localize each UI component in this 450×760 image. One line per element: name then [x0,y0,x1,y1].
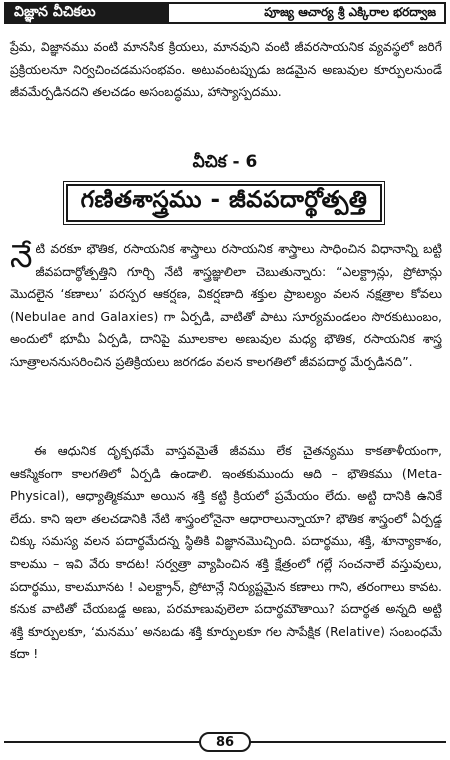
section-label: వీచిక - 6 [192,152,258,172]
intro-paragraph: ప్రేమ, విజ్ఞానము వంటి మానసిక క్రియలు, మానవుని వంటి జీవరసాయనిక వ్యవస్థలో జరిగే ప్రక్రియలనూ నిర్వచించడమసంభవం. అటువంటప్పుడు జడమైన అణువుల కూర్పులనుండే జీవమేర్పడినదని తలచడం అసంబద్ధము, హాస్యాస్పదము. [10,39,442,100]
author-name: పూజ్య ఆచార్య శ్రీ ఎక్కిరాల భరద్వాజ [169,2,446,24]
page-number: 86 [199,732,251,752]
paragraph-2: ఈ ఆధునిక దృక్పథమే వాస్తవమైతే జీవము లేక చైతన్యము కాకతాళీయంగా, ఆకస్మికంగా కాలగతిలో ఏర్పడి ఉండాలి. ఇంతకుముందు ఆది – భౌతికము (Meta-Physical), ఆధ్యాత్మికమూ అయిన శక్తి కట్టి క్రియలో ప్రమేయం లేదు. అట్టి దానికి ఉనికే లేదు. కాని ఇలా తలచడానికి నేటి శాస్త్రంలోనైనా ఆధారాలున్నాయా? భౌతిక శాస్త్రంలో ఏర్పడ్డ చిక్కు సమస్య వలన పదార్థమేదన్న స్థితికి విజ్ఞానమొచ్చింది. పదార్థము, శక్తి, శూన్యాకాశం, కాలము – ఇవి వేరు కాదట! సర్వత్రా వ్యాపించిన శక్తి క్షేత్రంలో గల్లే సంచనాలే వస్తువులు, పదార్థము, కాలమూనట ! ఎలక్ట్రాన్, ప్రోటాన్లే నిర్యుష్టమైన కణాలు గాని, తరంగాలు కావట. కనుక వాటితో చేయబడ్డ అణు, పరమాణువులెలా పదార్థమౌతాయి? పదార్థత అన్నది అట్టి శక్తి కూర్పులకూ, ‘మనము’ అనబడు శక్తి కూర్పులకూ గల సాపేక్షిక (Relative) సంబంధమే కదా ! [10,443,442,662]
paragraph-1-text: టి వరకూ భౌతిక, రసాయనిక శాస్త్రాలు రసాయనిక శాస్త్రాలు సాధించిన విధానాన్ని బట్టి జీవపదార్థోత్పత్తిని గూర్చి నేటి శాస్త్రజ్ఞులిలా చెబుతున్నారు: “ఎలక్ట్రాన్లు, ప్రోటాన్లు మొదలైన ‘కణాలు’ పరస్పర ఆకర్షణ, వికర్షణాది శక్తుల ప్రాబల్యం వలన నక్షత్రాల కోవలు (Nebulae and Galaxies) గా ఏర్పడి, వాటితో పాటు సూర్యమండలం సొరకుటుంబం, అందులో భూమీ ఏర్పడి, దానిపై మూలకాల అణువుల మధ్య భౌతిక, రసాయనిక శాస్త్ర సూత్రాలననుసరించిన ప్రతిక్రియలు జరగడం వలన కాలగతిలో జీవపదార్థ మేర్పడినది”. [10,241,442,369]
drop-cap: నే [10,237,33,275]
chapter-title: గణితశాస్త్రము - జీవపదార్థోత్పత్తి [66,184,382,222]
book-title: విజ్ఞాన వీచికలు [4,2,169,24]
paragraph-1 [10,238,442,374]
running-header [4,2,446,24]
